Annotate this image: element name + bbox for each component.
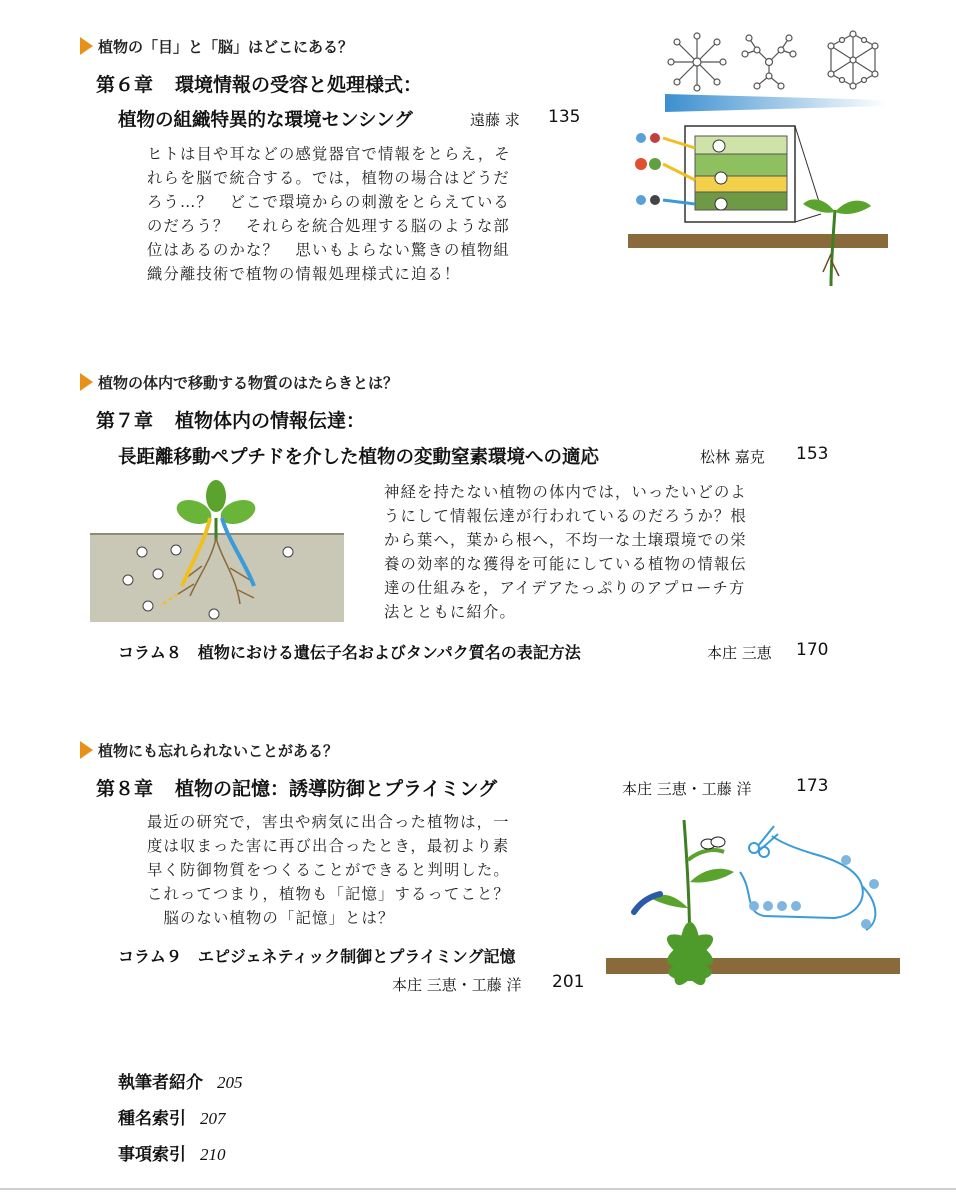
network-diagram-icon xyxy=(828,31,878,89)
chapter-summary: ヒトは目や耳などの感覚器官で情報をとらえ，そ れらを脳で統合する。では，植物の場合はどうだ ろう…？ どこで環境からの刺激をとらえている のだろう？ それらを統合処理する脳のような部 位はあるのかな？ 思いもよらない驚きの植物組 織分離技術で植物の情報処理様式に迫る！ xyxy=(147,145,511,283)
scissors-icon xyxy=(749,826,778,857)
column-title: コラム９ エピジェネティック制御とプライミング記憶 xyxy=(118,947,516,966)
index-row[interactable] xyxy=(118,1140,226,1165)
column-author: 本庄 三恵 xyxy=(707,644,772,662)
soil-strip xyxy=(628,234,888,248)
triangle-bullet-icon xyxy=(80,373,93,391)
network-diagram-icon xyxy=(742,35,796,89)
index-label: 執筆者紹介 xyxy=(118,1073,203,1093)
triangle-bullet-icon xyxy=(80,741,93,759)
column-title: コラム８ 植物における遺伝子名およびタンパク質名の表記方法 xyxy=(118,643,581,662)
index-label: 種名索引 xyxy=(118,1109,186,1129)
leaf-sensing-illustration xyxy=(625,28,890,290)
section-lead: 植物の体内で移動する物質のはたらきとは？ xyxy=(80,372,398,393)
soil-strip xyxy=(606,958,900,974)
chapter-author: 松林 嘉克 xyxy=(700,448,765,466)
index-page: 210 xyxy=(200,1145,226,1164)
section-lead: 植物にも忘れられないことがある？ xyxy=(80,740,338,761)
chapter-page-number: 173 xyxy=(796,776,829,796)
chapter-summary: 最近の研究で，害虫や病気に出合った植物は，一 度は収まった害に再び出合ったとき，最初より素 早く防御物質をつくることができると判明した。 これってつまり，植物も「記憶」するってこと？ 脳のない植物の「記憶」とは？ xyxy=(147,813,510,927)
chapter-heading xyxy=(96,774,497,801)
caterpillar-icon xyxy=(634,894,660,912)
chapter-heading xyxy=(96,406,365,433)
chapter-heading xyxy=(96,70,422,97)
butterfly-icon xyxy=(701,837,725,849)
rosette-icon xyxy=(662,922,717,990)
chapter-title: 環境情報の受容と処理様式： xyxy=(175,74,423,96)
index-page: 207 xyxy=(200,1109,226,1128)
chapter-title: 植物体内の情報伝達： xyxy=(175,410,366,432)
chapter-title: 植物の記憶：誘導防御とプライミング xyxy=(175,778,498,800)
index-row[interactable] xyxy=(118,1068,243,1093)
chapter-subtitle: 植物の組織特異的な環境センシング xyxy=(118,110,413,131)
page-bottom-border xyxy=(0,1188,956,1190)
section-lead: 植物の「目」と「脳」はどこにある？ xyxy=(80,36,353,57)
chapter-number: 第８章 xyxy=(96,778,154,800)
column-page-number: 201 xyxy=(552,972,585,992)
nitrogen-signaling-illustration xyxy=(90,478,344,624)
chapter-page-number: 153 xyxy=(796,444,829,464)
chapter-author: 遠藤 求 xyxy=(470,111,520,129)
chapter-page-number: 135 xyxy=(548,107,581,127)
index-label: 事項索引 xyxy=(118,1145,186,1165)
index-page: 205 xyxy=(217,1073,243,1092)
column-author: 本庄 三恵・工藤 洋 xyxy=(392,976,522,994)
chapter-summary: 神経を持たない植物の体内では，いったいどのよ うにして情報伝達が行われているのだろうか？根 から葉へ，葉から根へ，不均一な土壌環境での栄 養の効率的な獲得を可能にしている植物の情報伝 達の仕組みを，アイデアたっぷりのアプローチ方 法とともに紹介。 xyxy=(384,483,747,621)
index-row[interactable] xyxy=(118,1104,226,1129)
chapter-number: 第６章 xyxy=(96,74,154,96)
network-diagram-icon xyxy=(668,33,726,91)
plant-memory-illustration xyxy=(604,812,902,1016)
plant-leaves-icon xyxy=(173,480,258,540)
stimuli-icons xyxy=(635,133,661,205)
triangle-bullet-icon xyxy=(80,37,93,55)
chapter-author: 本庄 三恵・工藤 洋 xyxy=(622,780,752,798)
chapter-number: 第７章 xyxy=(96,410,154,432)
gradient-bar xyxy=(665,94,887,112)
chapter-subtitle: 長距離移動ペプチドを介した植物の変動窒素環境への適応 xyxy=(118,447,600,468)
column-page-number: 170 xyxy=(796,640,829,660)
